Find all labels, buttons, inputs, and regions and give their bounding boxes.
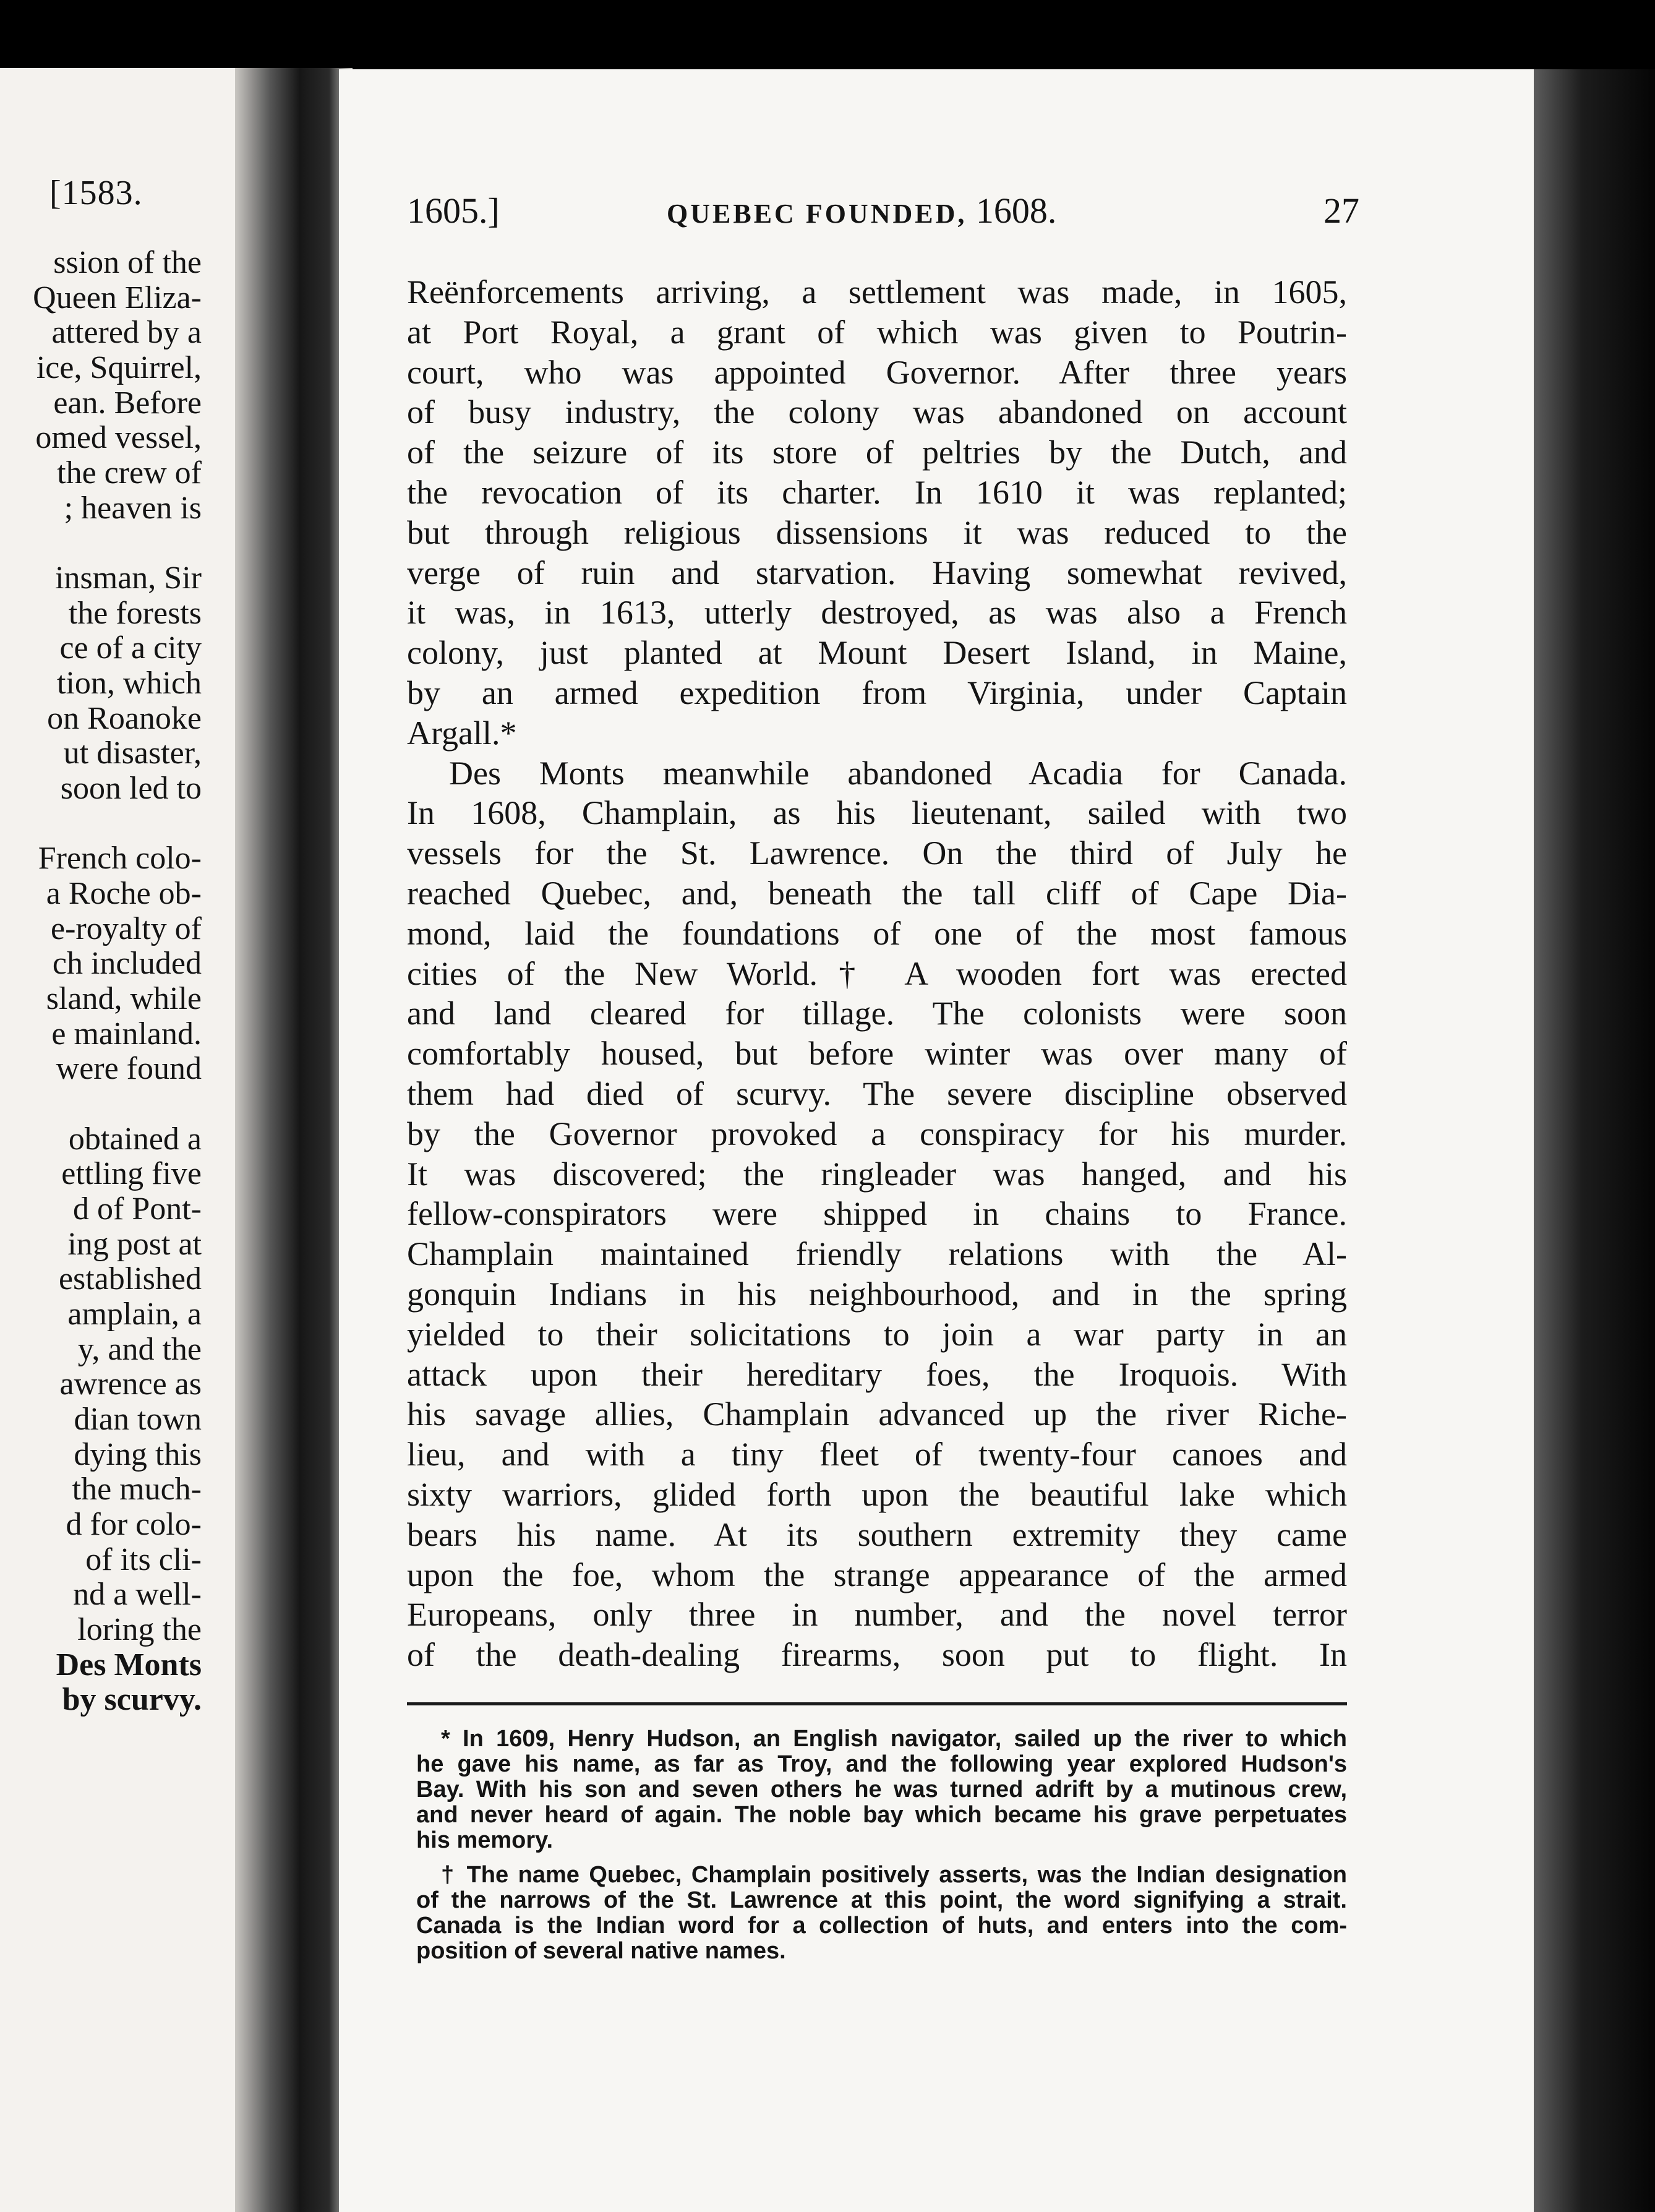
page-edge-shadow	[1534, 69, 1655, 2212]
footnote-line: and never heard of again. The noble bay which became his grave perpetuates	[416, 1802, 1347, 1828]
left-page-line: dying this	[74, 1437, 202, 1472]
body-line: lieu, and with a tiny fleet of twenty-four canoes and	[407, 1436, 1347, 1473]
body-line: of the death-dealing firearms, soon put to flight. In	[407, 1636, 1347, 1673]
left-page-line: Queen Eliza-	[33, 280, 202, 315]
body-line: it was, in 1613, utterly destroyed, as was also a French	[407, 594, 1347, 631]
body-line: by an armed expedition from Virginia, under Captain	[407, 674, 1347, 711]
page-number: 27	[1324, 191, 1359, 231]
left-page-line: soon led to	[60, 771, 202, 806]
body-line: reached Quebec, and, beneath the tall cliff of Cape Dia-	[407, 875, 1347, 912]
body-line: attack upon their hereditary foes, the Iroquois. With	[407, 1356, 1347, 1393]
left-page-line: dian town	[74, 1402, 202, 1437]
footnote-rule	[407, 1702, 1347, 1705]
left-page-line: ; heaven is	[64, 491, 202, 526]
left-page-header: [1583.	[49, 174, 143, 212]
body-line: mond, laid the foundations of one of the most famous	[407, 915, 1347, 952]
body-line: of busy industry, the colony was abandoned on account	[407, 393, 1347, 431]
left-page-line: ing post at	[67, 1227, 202, 1262]
left-page-line: e mainland.	[51, 1016, 202, 1052]
body-line: colony, just planted at Mount Desert Island, in Maine,	[407, 634, 1347, 671]
left-page-line: nd a well-	[73, 1577, 202, 1612]
left-page-line: obtained a	[68, 1121, 202, 1157]
left-page-line: ssion of the	[53, 245, 202, 280]
left-page-line: on Roanoke	[47, 701, 202, 736]
body-line: and land cleared for tillage. The colonists were soon	[407, 995, 1347, 1032]
left-page-line: ettling five	[61, 1156, 202, 1191]
left-page-line: the much-	[72, 1472, 202, 1507]
left-page-line: d for colo-	[66, 1507, 202, 1542]
left-page-line: ch included	[52, 946, 202, 981]
left-page-line: attered by a	[51, 315, 202, 350]
body-line: Des Monts meanwhile abandoned Acadia for Canada.	[449, 755, 1347, 792]
body-line: the revocation of its charter. In 1610 it was replanted;	[407, 474, 1347, 511]
left-page-line: sland, while	[46, 981, 202, 1016]
body-line: court, who was appointed Governor. After three years	[407, 354, 1347, 391]
footnote-line: his memory.	[416, 1827, 554, 1853]
body-line: Reënforcements arriving, a settlement was made, in 1605,	[407, 273, 1347, 311]
right-page	[339, 69, 1534, 2212]
footnote-line: of the narrows of the St. Lawrence at this point, the word signifying a strait.	[416, 1887, 1347, 1913]
left-page-line: y, and the	[77, 1332, 202, 1367]
footnote-line: he gave his name, as far as Troy, and the following year explored Hudson's	[416, 1751, 1347, 1777]
body-line: Europeans, only three in number, and the novel terror	[407, 1596, 1347, 1633]
left-page-line: d of Pont-	[73, 1191, 202, 1227]
body-line: fellow-conspirators were shipped in chains to France.	[407, 1195, 1347, 1232]
left-page-line: ce of a city	[59, 630, 202, 666]
left-page-line: omed vessel,	[35, 420, 202, 455]
body-line: his savage allies, Champlain advanced up the river Riche-	[407, 1395, 1347, 1433]
running-head-year-range: 1605.]	[407, 191, 500, 231]
left-page-line: were found	[56, 1051, 202, 1086]
left-page-line: amplain, a	[67, 1297, 202, 1332]
body-line: them had died of scurvy. The severe discipline observed	[407, 1075, 1347, 1112]
body-line: but through religious dissensions it was reduced to the	[407, 514, 1347, 551]
body-line: verge of ruin and starvation. Having somewhat revived,	[407, 554, 1347, 591]
left-page-line: insman, Sir	[55, 560, 202, 596]
running-head-title-text: QUEBEC FOUNDED,	[667, 199, 967, 229]
footnote-line: position of several native names.	[416, 1938, 786, 1964]
left-page-line: ut disaster,	[63, 735, 202, 771]
left-page-line: by scurvy.	[62, 1682, 202, 1717]
body-line: comfortably housed, but before winter was over many of	[407, 1035, 1347, 1072]
body-line: upon the foe, whom the strange appearance of the armed	[407, 1556, 1347, 1593]
body-line: sixty warriors, glided forth upon the beautiful lake which	[407, 1476, 1347, 1513]
left-page-line: awrence as	[59, 1366, 202, 1402]
running-head	[407, 190, 1359, 239]
left-page-line: tion, which	[57, 666, 202, 701]
left-page-line: the forests	[68, 596, 202, 631]
left-page-line: established	[58, 1261, 202, 1297]
left-page-line: loring the	[77, 1612, 202, 1647]
body-line: yielded to their solicitations to join a war party in an	[407, 1316, 1347, 1353]
body-line: of the seizure of its store of peltries by the Dutch, and	[407, 434, 1347, 471]
body-line: bears his name. At its southern extremity they came	[407, 1516, 1347, 1553]
left-page-line: Des Monts	[56, 1647, 202, 1683]
left-page-line: e-royalty of	[50, 911, 202, 946]
body-line: by the Governor provoked a conspiracy for his murder.	[407, 1115, 1347, 1152]
left-page-line: French colo-	[38, 841, 202, 876]
body-line: vessels for the St. Lawrence. On the third of July he	[407, 834, 1347, 872]
body-line: at Port Royal, a grant of which was given to Poutrin-	[407, 314, 1347, 351]
body-line: cities of the New World.† A wooden fort was erected	[407, 955, 1347, 992]
footnote-line: Canada is the Indian word for a collection of huts, and enters into the com-	[416, 1913, 1347, 1939]
running-head-year: 1608.	[975, 191, 1057, 231]
running-head-title	[667, 190, 1056, 231]
left-page-line: ice, Squirrel,	[36, 350, 202, 385]
body-line: It was discovered; the ringleader was hanged, and his	[407, 1155, 1347, 1193]
left-page-line: a Roche ob-	[46, 876, 202, 911]
body-line: In 1608, Champlain, as his lieutenant, sailed with two	[407, 794, 1347, 831]
body-line: Argall.*	[407, 714, 517, 752]
body-line: Champlain maintained friendly relations with the Al-	[407, 1235, 1347, 1272]
left-page-line: the crew of	[57, 455, 202, 491]
body-line: gonquin Indians in his neighbourhood, and in the spring	[407, 1275, 1347, 1313]
left-page-line: ean. Before	[53, 385, 202, 421]
footnote-line: Bay. With his son and seven others he was turned adrift by a mutinous crew,	[416, 1777, 1347, 1803]
footnote-line: † The name Quebec, Champlain positively asserts, was the Indian designation	[441, 1862, 1347, 1888]
book-gutter	[235, 68, 353, 2212]
left-page-line: of its cli-	[85, 1542, 202, 1577]
left-page	[0, 68, 235, 2212]
footnote-line: * In 1609, Henry Hudson, an English navigator, sailed up the river to which	[441, 1726, 1347, 1752]
